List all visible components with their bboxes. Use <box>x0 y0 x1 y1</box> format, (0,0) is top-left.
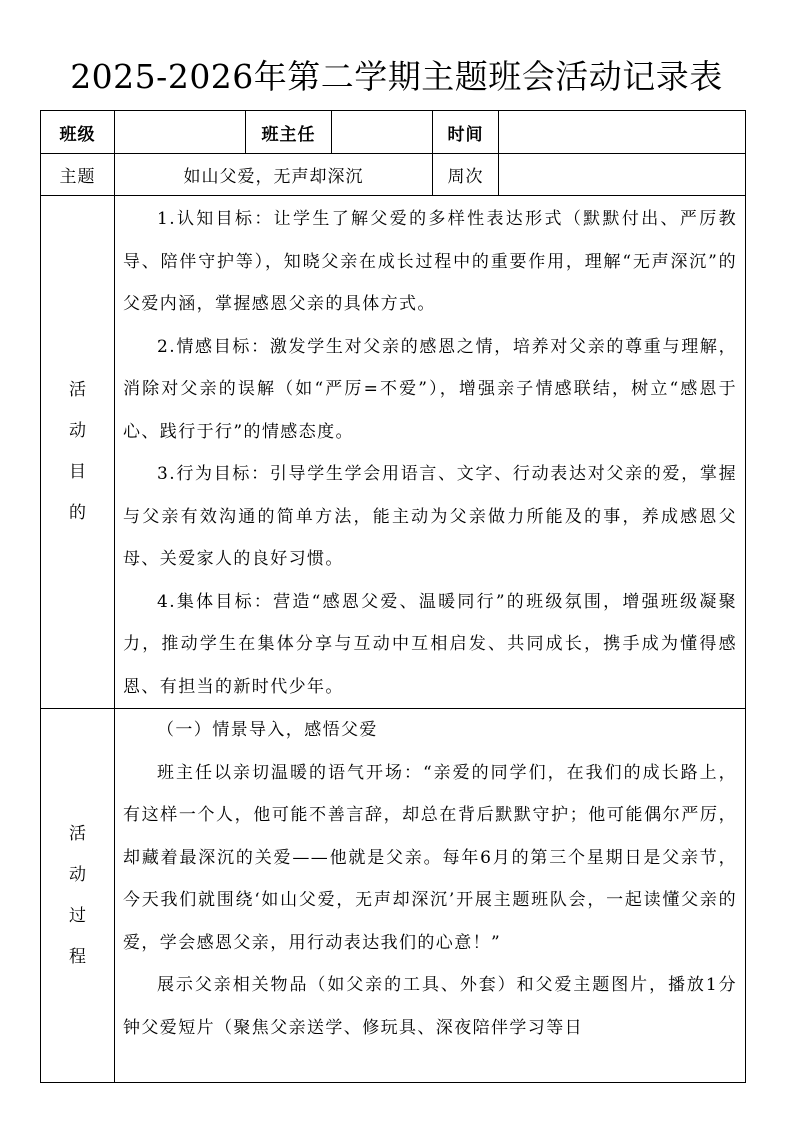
purpose-paragraph: 3.行为目标：引导学生学会用语言、文字、行动表达对父亲的爱，掌握与父亲有效沟通的简单方法，能主动为父亲做力所能及的事，养成感恩父母、关爱家人的良好习惯。 <box>123 464 737 569</box>
process-paragraph: 班主任以亲切温暖的语气开场：“亲爱的同学们，在我们的成长路上，有这样一个人，他可能不善言辞，却总在背后默默守护；他可能偶尔严厉，却藏着最深沉的关爱——他就是父亲。每年6月的第三个星期日是父亲节，今天我们就围绕‘如山父爱，无声却深沉’开展主题班队会，一起读懂父亲的爱，学会感恩父亲，用行动表达我们的心意！” <box>123 762 737 953</box>
purpose-label-char: 活 <box>69 380 86 400</box>
time-value-cell[interactable] <box>499 111 746 154</box>
purpose-label-char: 的 <box>69 503 86 523</box>
process-label-char: 过 <box>69 905 86 926</box>
process-label-char: 程 <box>69 946 86 967</box>
purpose-content <box>115 196 746 709</box>
theme-row <box>41 154 746 196</box>
week-label: 周次 <box>433 154 499 196</box>
purpose-paragraph: 4.集体目标：营造“感恩父爱、温暖同行”的班级氛围，增强班级凝聚力，推动学生在集体分享与互动中互相启发、共同成长，携手成为懂得感恩、有担当的新时代少年。 <box>123 591 737 697</box>
class-label: 班级 <box>41 111 115 154</box>
process-label <box>41 709 115 1083</box>
process-label-char: 活 <box>69 823 86 844</box>
record-table <box>40 110 746 1083</box>
purpose-paragraph: 1.认知目标：让学生了解父爱的多样性表达形式（默默付出、严厉教导、陪伴守护等），知晓父亲在成长过程中的重要作用，理解“无声深沉”的父爱内涵，掌握感恩父亲的具体方式。 <box>123 209 737 314</box>
header-row <box>41 111 746 154</box>
process-section-heading: （一）情景导入，感悟父爱 <box>157 720 378 740</box>
purpose-row <box>41 196 746 709</box>
theme-label: 主题 <box>41 154 115 196</box>
teacher-value-cell[interactable] <box>332 111 433 154</box>
week-value-cell[interactable] <box>499 154 746 196</box>
time-label: 时间 <box>433 111 499 154</box>
purpose-paragraph: 2.情感目标：激发学生对父亲的感恩之情，培养对父亲的尊重与理解，消除对父亲的误解（如“严厉=不爱”），增强亲子情感联结，树立“感恩于心、践行于行”的情感态度。 <box>123 336 737 442</box>
process-text-wrap <box>123 709 737 1081</box>
process-paragraph: 展示父亲相关物品（如父亲的工具、外套）和父爱主题图片，播放1分钟父爱短片（聚焦父亲送学、修玩具、深夜陪伴学习等日 <box>123 975 737 1038</box>
process-row <box>41 709 746 1083</box>
document-title: 2025-2026年第二学期主题班会活动记录表 <box>70 57 723 96</box>
teacher-label: 班主任 <box>246 111 332 154</box>
class-value-cell[interactable] <box>115 111 246 154</box>
theme-value: 如山父爱，无声却深沉 <box>115 154 433 196</box>
process-label-char: 动 <box>69 864 86 885</box>
purpose-label-char: 动 <box>69 421 86 441</box>
purpose-label-char: 目 <box>69 462 86 482</box>
process-content <box>115 709 746 1083</box>
purpose-label <box>41 196 115 709</box>
